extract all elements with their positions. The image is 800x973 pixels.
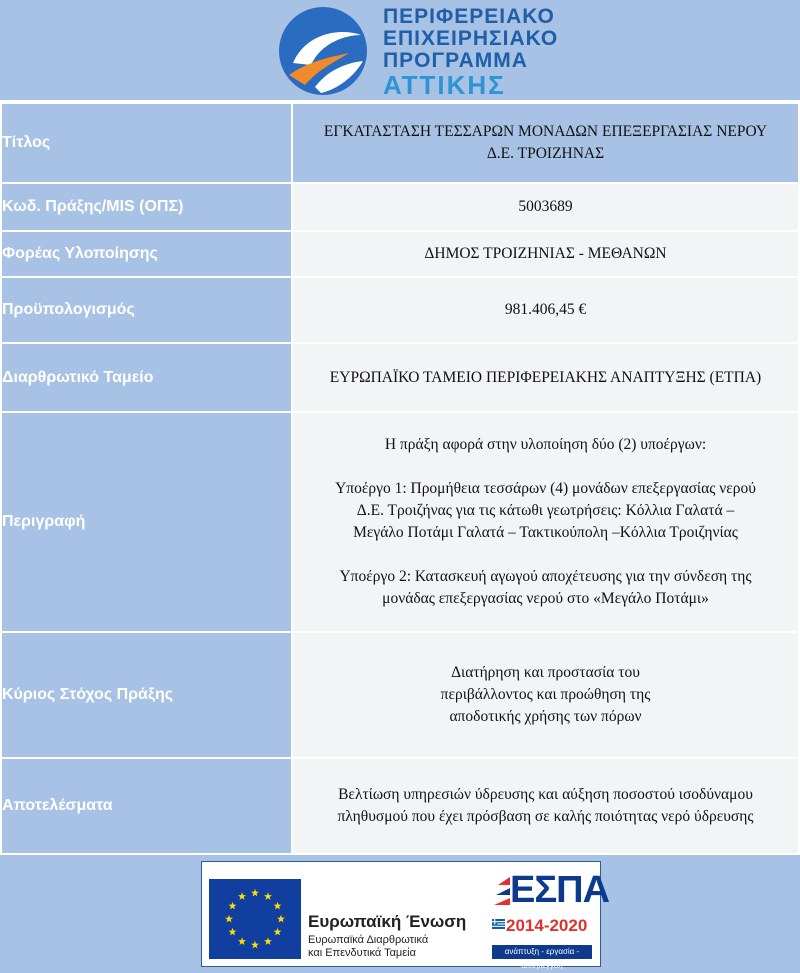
value-line: Υποέργο 1: Προμήθεια τεσσάρων (4) μονάδων επεξεργασίας νερού [335, 480, 756, 497]
eu-star-icon [251, 941, 259, 949]
implementing-body-value: ΔΗΜΟΣ ΤΡΟΙΖΗΝΙΑΣ - ΜΕΘΑΝΩΝ [292, 231, 799, 277]
attica-programme-logo-mark [275, 5, 371, 97]
programme-logo-text [383, 6, 558, 98]
table-row-title [1, 103, 799, 183]
eu-star-icon [264, 937, 272, 945]
funding-footer [0, 853, 800, 970]
row-label: Κύριος Στόχος Πράξης [1, 632, 292, 758]
value-line: Διατήρηση και προστασία του [451, 664, 640, 681]
logo-line-2: ΕΠΙΧΕΙΡΗΣΙΑΚΟ [383, 27, 559, 50]
eu-star-icon [238, 937, 246, 945]
logo-line-4: ΑΤΤΙΚΗΣ [383, 70, 506, 100]
eu-subtitle [308, 934, 428, 960]
eu-subtitle-line: και Επενδυτικά Ταμεία [308, 947, 416, 959]
value-line: Βελτίωση υπηρεσιών ύδρευσης και αύξηση ποσοστού ισοδύναμου [338, 786, 753, 803]
value-line: πληθυσμού που έχει πρόσβαση σε καλής ποιότητας νερό ύδρευσης [337, 808, 754, 825]
value-line: περιβάλλοντος και προώθηση της [440, 686, 651, 703]
table-row-results [1, 758, 799, 854]
espa-stripes-icon [492, 875, 510, 909]
eu-star-icon [274, 902, 282, 910]
eu-star-icon [274, 928, 282, 936]
eu-star-icon [228, 928, 236, 936]
eu-star-icon [264, 892, 272, 900]
programme-header [0, 0, 800, 102]
eu-star-icon [238, 892, 246, 900]
row-label: Αποτελέσματα [1, 758, 292, 854]
logo-line-3: ΠΡΟΓΡΑΜΜΑ [383, 49, 528, 72]
greek-flag-icon [492, 919, 505, 929]
value-line: μονάδας επεξεργασίας νερού στο «Μεγάλο Ποτάμι» [382, 590, 709, 607]
main-objective-value [292, 632, 799, 758]
logo-line-1: ΠΕΡΙΦΕΡΕΙΑΚΟ [383, 5, 555, 28]
description-value [292, 412, 799, 632]
row-label: Προϋπολογισμός [1, 277, 292, 343]
table-row-description [1, 412, 799, 632]
value-line: ΕΓΚΑΤΑΣΤΑΣΗ ΤΕΣΣΑΡΩΝ ΜΟΝΑΔΩΝ ΕΠΕΞΕΡΓΑΣΙΑΣ ΝΕΡΟΥ [323, 123, 768, 140]
table-row-structural-fund [1, 343, 799, 412]
table-row-mis-code [1, 183, 799, 231]
row-label: Κωδ. Πράξης/MIS (ΟΠΣ) [1, 183, 292, 231]
eu-subtitle-line: Ευρωπαϊκά Διαρθρωτικά [308, 934, 429, 946]
row-label: Περιγραφή [1, 412, 292, 632]
description-paragraph [293, 434, 798, 456]
eu-title: Ευρωπαϊκή Ένωση [308, 912, 467, 931]
table-row-budget [1, 277, 799, 343]
value-line: Η πράξη αφορά στην υλοποίηση δύο (2) υποέργων: [384, 436, 707, 453]
eu-star-icon [251, 889, 259, 897]
espa-logo [492, 869, 610, 970]
mis-code-value: 5003689 [292, 183, 799, 231]
espa-years: 2014-2020 [506, 916, 592, 940]
eu-espa-banner [201, 861, 610, 970]
row-label: Φορέας Υλοποίησης [1, 231, 292, 277]
value-line: αποδοτικής χρήσης των πόρων [449, 708, 642, 725]
project-details-table [0, 102, 800, 855]
description-paragraph [293, 478, 798, 544]
value-line: Μεγάλο Ποτάμι Γαλατά – Τακτικούπολη –Κόλλια Τροιζηνίας [353, 524, 738, 541]
project-title-value [292, 103, 799, 183]
value-line: Δ.Ε. Τροιζήνας για τις κάτωθι γεωτρήσεις: Κόλλια Γαλατά – [356, 502, 735, 519]
table-row-main-objective [1, 632, 799, 758]
eu-flag-icon [209, 879, 301, 959]
row-label: Διαρθρωτικό Ταμείο [1, 343, 292, 412]
structural-fund-value: ΕΥΡΩΠΑΪΚΟ ΤΑΜΕΙΟ ΠΕΡΙΦΕΡΕΙΑΚΗΣ ΑΝΑΠΤΥΞΗΣ (ΕΤΠΑ) [292, 343, 799, 412]
eu-star-icon [277, 915, 285, 923]
description-paragraph [293, 566, 798, 610]
eu-stars-icon [209, 879, 301, 959]
espa-wordmark: ΕΣΠΑ [510, 869, 610, 911]
budget-value: 981.406,45 € [292, 277, 799, 343]
row-label: Τίτλος [1, 103, 292, 183]
results-value [292, 758, 799, 854]
eu-star-icon [225, 915, 233, 923]
espa-tagline: ανάπτυξη - εργασία - αλληλεγγύη [492, 945, 592, 959]
value-line: Υποέργο 2: Κατασκευή αγωγού αποχέτευσης για την σύνδεση της [339, 568, 752, 585]
table-row-implementing-body [1, 231, 799, 277]
value-line: Δ.Ε. ΤΡΟΙΖΗΝΑΣ [486, 145, 605, 162]
eu-star-icon [228, 902, 236, 910]
